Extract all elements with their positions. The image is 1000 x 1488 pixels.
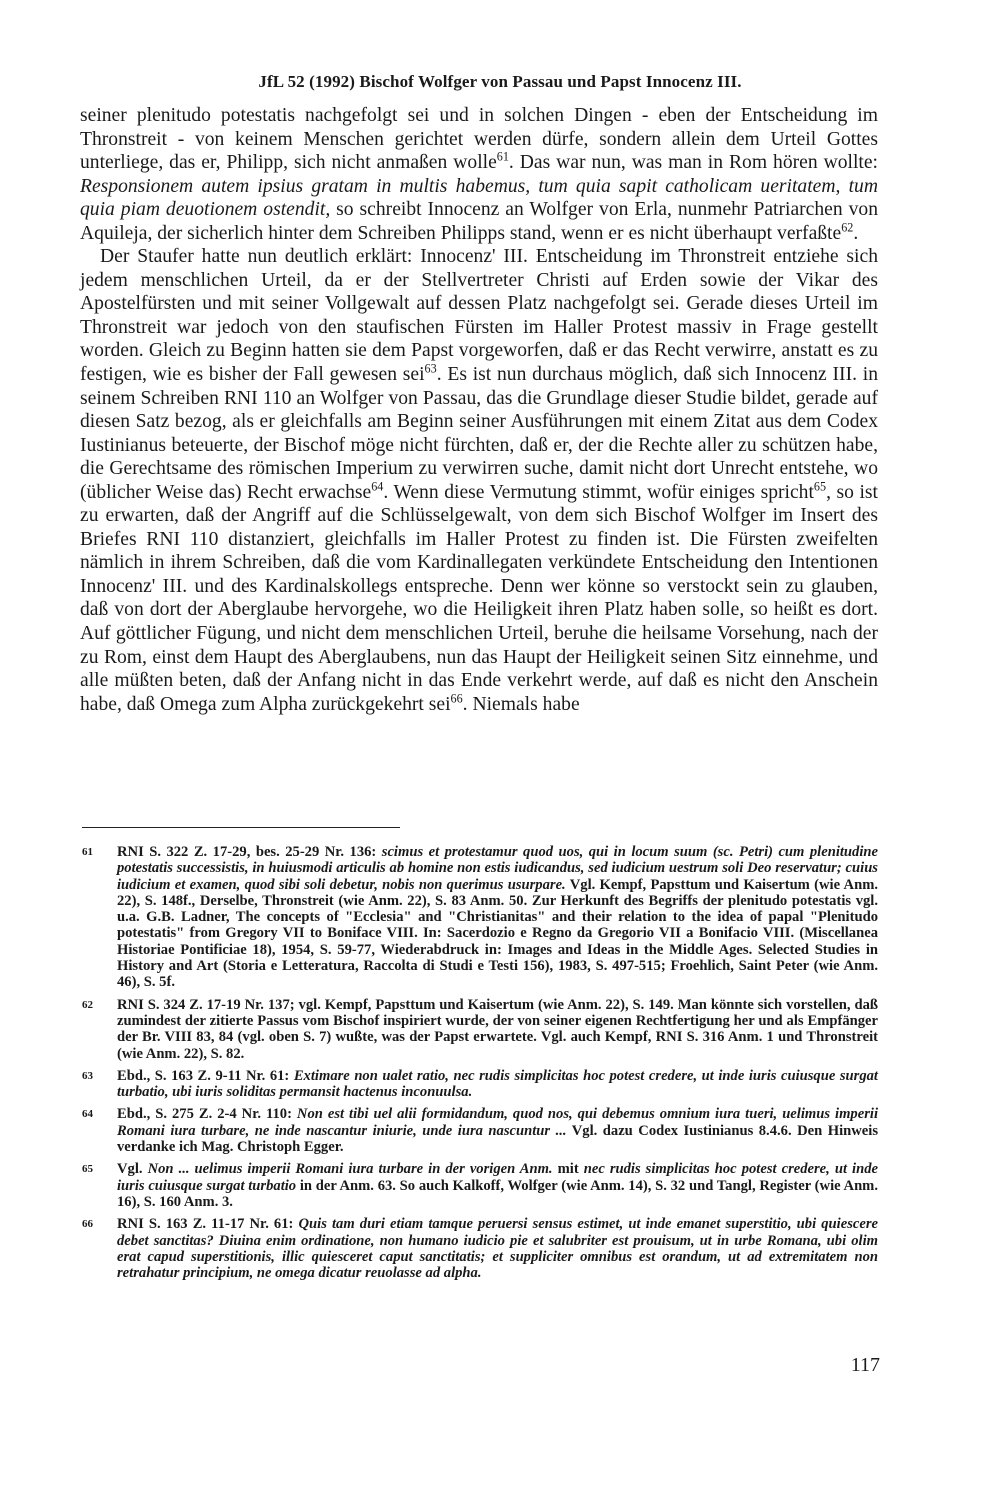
footnote-ref: 66 <box>450 691 463 706</box>
footnote-text <box>117 844 878 990</box>
page-number: 117 <box>850 1354 880 1376</box>
footnote <box>82 1216 878 1281</box>
latin-quote: Extimare non ualet ratio, nec rudis simplicitas hoc potest credere, ut inde iuris cuiusque surgat turbatio, ubi iuris soliditas permansit hactenus inconuulsa. <box>117 1067 878 1101</box>
footnote-number: 62 <box>82 998 93 1011</box>
running-head: JfL 52 (1992) Bischof Wolfger von Passau und Papst Innocenz III. <box>258 72 742 91</box>
footnote-ref: 64 <box>371 479 384 494</box>
text-run: in der Anm. 63. So auch Kalkoff, Wolfger (wie Anm. 14), S. 32 und Tangl, Register (wie Anm. 16), S. 160 Anm. 3. <box>117 1177 878 1210</box>
text-run: RNI S. 163 Z. 11-17 Nr. 61: <box>117 1216 299 1233</box>
footnote-number: 64 <box>82 1108 93 1121</box>
text-run: so schreibt Innocenz an Wolfger von Erla, nunmehr Patriarchen von Aquileja, der sicherlich hinter dem Schreiben Philipps stand, wenn er es nicht überhaupt verfaßte <box>80 199 878 244</box>
text-run: Vgl. Kempf, Papsttum und Kaisertum (wie Anm. 22), S. 148f., Derselbe, Thronstreit (wie Anm. 22), S. 83 Anm. 50. Zur Herkunft des Begriffs der plenitudo potestatis vgl. u.a. G.B. Ladner, The concepts of "Ecclesia" and "Christianitas" and their relation to the idea of papal "Plenitudo potestatis" from Gregory VII to Boniface VIII. In: Sacerdozio e Regno da Gregorio VII a Bonifacio VIII. (Miscellanea Historiae Pontificiae 18), 1954, S. 59-77, Wiederabdruck in: Images and Ideas in the Middle Ages. Selected Studies in History and Art (Storia e Letteratura, Raccolta di Studi e Testi 156), 1983, S. 497-515; Froehlich, Saint Peter (wie Anm. 46), S. 5f. <box>117 876 878 991</box>
footnote-ref: 65 <box>813 479 827 494</box>
text-run: , so ist zu erwarten, daß der Angriff auf die Schlüsselgewalt, von dem sich Bischof Wolfger im Insert des Briefes RNI 110 distanziert, gleichfalls im Haller Protest zu finden ist. Die Fürsten zweifelten nämlich in ihrem Schreiben, daß die vom Kardinallegaten verkündete Entscheidung den Intentionen Innocenz' III. und des Kardinalskollegs entspreche. Denn wer könne so verstockt sein zu glauben, daß von dort der Aberglaube hervorgehe, wo die Heiligkeit ihren Platz haben solle, so heißt es dort. Auf göttlicher Fügung, und nicht dem menschlichen Urteil, beruhe die heilsame Vorsehung, nach der zu Rom, einst dem Haupt des Aberglaubens, nun das Haupt der Heiligkeit seinen Sitz einnehme, und alle müßten beten, daß der Anfang nicht in das Ende verkehrt werde, auf daß es nicht den Anschein habe, daß Omega zum Alpha zurückgekehrt sei <box>80 481 879 715</box>
footnote-text <box>117 1161 878 1210</box>
text-run: . Es ist nun durchaus möglich, daß sich Innocenz III. in seinem Schreiben RNI 110 an Wolfger von Passau, das die Grundlage dieser Studie bildet, gerade auf diesen Satz bezog, als er gleichfalls am Beginn seiner Ausführungen mit einem Zitat aus dem Codex Iustinianus beteuerte, der Bischof möge nicht fürchten, daß er, der die Rechte aller zu schützen habe, die Gerechtsame des römischen Imperium zu verwirren suche, damit nicht dort Unrecht entstehe, wo (üblicher Weise das) Recht erwachse <box>80 364 879 503</box>
latin-quote: nec rudis simplicitas hoc potest credere, ut inde iuris cuiusque surgat turbatio <box>117 1161 878 1194</box>
footnotes <box>82 844 878 1287</box>
text-run: . <box>853 222 859 244</box>
latin-quote: Non ... uelimus imperii Romani iura turbare in der vorigen Anm. <box>147 1161 553 1178</box>
text-run: RNI S. 324 Z. 17-19 Nr. 137; vgl. Kempf, Papsttum und Kaisertum (wie Anm. 22), S. 149. Man könnte sich vorstellen, daß zumindest der zitierte Passus vom Bischof inspiriert wurde, der von seiner eigenen Rechtfertigung her und als Empfänger der Br. VIII 83, 84 (vgl. oben S. 7) wußte, was der Papst erwartete. Vgl. auch Kempf, RNI S. 316 Anm. 1 und Thronstreit (wie Anm. 22), S. 82. <box>117 996 878 1062</box>
text-run: mit <box>552 1161 584 1178</box>
text-run: Ebd., S. 275 Z. 2-4 Nr. 110: <box>117 1106 297 1123</box>
footnote-text <box>117 997 878 1062</box>
footnote-text <box>117 1216 878 1281</box>
footnote <box>82 844 878 991</box>
text-run: . Niemals habe <box>462 693 580 715</box>
footnote-ref: 61 <box>496 149 509 164</box>
footnote-number: 66 <box>82 1218 93 1231</box>
latin-quote: Quis tam duri etiam tamque peruersi sensus estimet, ut inde emanet superstitio, ubi quiescere debet sanctitas? Diuina enim ordinatione, non humano iudicio pie et salubriter est prouisum, ut in urbe Romana, ubi olim erat capud superstitionis, illic quiesceret caput sanctitatis; et suppliciter omnibus est orandum, ut ad extremitatem non retrahatur principium, ne omega dicatur reuolasse ad alpha. <box>117 1216 878 1282</box>
footnote-ref: 63 <box>424 361 437 376</box>
latin-quote: scimus et protestamur quod uos, qui in locum suum (sc. Petri) cum plenitudine potestatis successistis, in huiusmodi articulis ab homine non estis iudicandus, sed iudicium uestrum soli Deo reservatur; cuius iudicium et examen, quod sibi soli debetur, nobis non querimus usurpare. <box>117 844 878 893</box>
footnote <box>82 1068 878 1101</box>
text-run: Vgl. <box>117 1161 148 1178</box>
footnote <box>82 1106 878 1155</box>
footnote-text <box>117 1106 878 1155</box>
main-text <box>80 104 878 716</box>
footnote <box>82 1161 878 1210</box>
footnote-separator <box>82 827 400 828</box>
latin-quote: Non est tibi uel alii formidandum, quod nos, qui debemus omnium iura tueri, uelimus imperii Romani iura turbare, ne inde nascantur iniurie, unde iura nascuntur ... <box>117 1106 878 1139</box>
footnote <box>82 997 878 1062</box>
text-run: Ebd., S. 163 Z. 9-11 Nr. 61: <box>117 1067 294 1084</box>
paragraph-2 <box>80 245 878 716</box>
footnote-text <box>117 1068 878 1100</box>
footnote-number: 63 <box>82 1069 93 1082</box>
footnote-number: 65 <box>82 1163 93 1176</box>
latin-quote: Responsionem autem ipsius gratam in multis habemus, tum quia sapit catholicam ueritatem, tum quia piam deuotionem ostendit, <box>80 175 878 221</box>
footnote-number: 61 <box>82 846 93 858</box>
text-run: Vgl. dazu Codex Iustinianus 8.4.6. Den Hinweis verdanke ich Mag. Christoph Egger. <box>117 1122 878 1156</box>
text-run: seiner plenitudo potestatis nachgefolgt sei und in solchen Dingen - eben der Entscheidung im Thronstreit - von keinem Menschen gerichtet werden dürfe, sondern allein dem Urteil Gottes unterliege, das er, Philipp, sich nicht anmaßen wolle <box>80 105 878 174</box>
text-run: . Wenn diese Vermutung stimmt, wofür einiges spricht <box>383 481 814 503</box>
text-run: . Das war nun, was man in Rom hören wollte: <box>508 152 878 174</box>
footnote-ref: 62 <box>841 220 854 235</box>
text-run: Der Staufer hatte nun deutlich erklärt: Innocenz' III. Entscheidung im Thronstreit entziehe sich jedem menschlichen Urteil, da er der Stellvertreter Christi auf Erden sowie der Vikar des Apostelfürsten und mit seiner Vollgewalt auf dessen Platz nachgefolgt sei. Gerade dieses Urteil im Thronstreit war jedoch von den staufischen Fürsten im Haller Protest massiv in Frage gestellt worden. Gleich zu Beginn hatten sie dem Papst vorgeworfen, daß er das Recht verwirre, anstatt es zu festigen, wie es bisher der Fall gewesen sei <box>80 246 878 386</box>
text-run: RNI S. 322 Z. 17-29, bes. 25-29 Nr. 136: <box>117 844 382 860</box>
paragraph-1 <box>80 104 878 245</box>
